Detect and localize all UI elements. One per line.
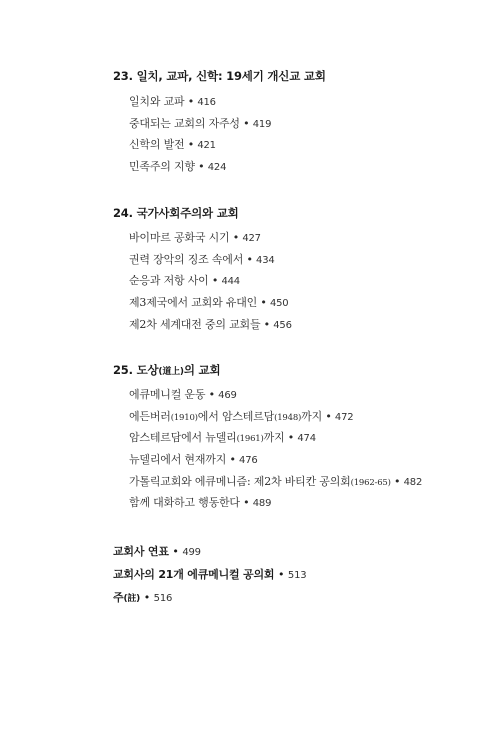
toc-entry[interactable]	[129, 384, 422, 406]
entry-title: 신학의 발전	[129, 138, 185, 152]
separator-dot: •	[187, 95, 195, 108]
page-number: 456	[273, 319, 292, 331]
toc-entry[interactable]	[129, 406, 422, 428]
separator-dot: •	[172, 545, 179, 558]
page-number: 421	[197, 140, 216, 152]
separator-dot: •	[243, 116, 250, 130]
toc-entry[interactable]	[129, 427, 422, 449]
toc-entry[interactable]	[129, 449, 422, 471]
back-matter-title: 주	[113, 591, 124, 604]
entry-title: 에든버러	[129, 409, 171, 423]
separator-dot: •	[325, 409, 332, 423]
back-matter-title: 교회사 연표	[113, 545, 169, 558]
page-number: 499	[182, 547, 201, 558]
entry-year: (1910)	[170, 412, 198, 423]
entry-title: 함께 대화하고 행동한다	[129, 496, 240, 510]
chapter-title: 23. 일치, 교파, 신학: 19세기 개신교 교회	[113, 69, 326, 83]
page-number: 444	[221, 276, 240, 288]
chapter-title-hanja: (道上)	[158, 367, 184, 377]
toc-entry[interactable]	[129, 270, 292, 292]
page-number: 482	[403, 476, 423, 488]
entry-title: 바이마르 공화국 시기	[129, 231, 230, 244]
toc-entry[interactable]	[129, 91, 271, 113]
entry-title: 제3제국에서 교회와 유대인	[129, 296, 258, 310]
separator-dot: •	[277, 568, 285, 581]
toc-entry[interactable]	[129, 492, 422, 514]
page-number: 476	[239, 455, 258, 467]
back-matter-item[interactable]	[113, 589, 172, 605]
separator-dot: •	[243, 496, 250, 510]
back-matter-title: 교회사의 21개 에큐메니컬 공의회	[113, 568, 275, 581]
entry-title: 가톨릭교회와 에큐메니즘: 제2차 바티칸 공의회	[129, 474, 351, 488]
entry-title: 암스테르담에서 뉴델리	[129, 431, 237, 445]
page-number: 434	[256, 254, 275, 266]
separator-dot: •	[394, 474, 401, 488]
entry-title: 제2차 세계대전 중의 교회들	[129, 317, 261, 331]
entry-title-continued: 까지	[301, 409, 323, 423]
toc-entry[interactable]	[129, 249, 292, 271]
separator-dot: •	[260, 296, 267, 310]
back-matter-item[interactable]	[113, 543, 201, 559]
entry-title: 일치와 교파	[129, 95, 185, 108]
chapter-title	[113, 362, 220, 378]
chapter-title-tail: 의 교회	[183, 363, 221, 377]
entry-year: (1961)	[236, 434, 264, 445]
separator-dot: •	[246, 252, 253, 266]
page-number: 516	[153, 593, 173, 604]
back-matter-hanja: (註)	[123, 594, 141, 604]
entry-year: (1962-65)	[350, 477, 391, 488]
separator-dot: •	[211, 274, 219, 288]
separator-dot: •	[143, 591, 151, 604]
page-number: 416	[197, 97, 216, 108]
separator-dot: •	[187, 138, 195, 152]
page-number: 474	[297, 433, 316, 445]
toc-entry[interactable]	[129, 227, 292, 249]
page-number: 419	[252, 118, 272, 130]
separator-dot: •	[232, 231, 240, 244]
separator-dot: •	[198, 160, 205, 174]
entry-year: (1948)	[274, 412, 302, 423]
entry-title: 중대되는 교회의 자주성	[129, 116, 240, 130]
toc-entry[interactable]	[129, 292, 292, 314]
page-number: 472	[334, 411, 354, 423]
page-number: 513	[287, 570, 307, 581]
chapter-entries	[129, 91, 271, 178]
chapter-title-main: 25. 도상	[113, 363, 159, 377]
separator-dot: •	[229, 453, 236, 467]
entry-title: 에큐메니컬 운동	[129, 388, 206, 401]
separator-dot: •	[287, 431, 295, 445]
entry-title-continued: 에서 암스테르담	[197, 409, 275, 423]
toc-entry[interactable]	[129, 471, 422, 493]
back-matter-item[interactable]	[113, 566, 306, 582]
chapter-entries	[129, 384, 422, 514]
page-number: 450	[269, 298, 289, 310]
entry-title: 민족주의 지향	[129, 160, 195, 174]
page-number: 427	[242, 233, 261, 244]
page-number: 424	[207, 162, 227, 174]
entry-title: 권력 장악의 징조 속에서	[129, 252, 244, 266]
chapter-title: 24. 국가사회주의와 교회	[113, 206, 239, 220]
entry-title: 뉴델리에서 현재까지	[129, 453, 227, 467]
toc-entry[interactable]	[129, 156, 271, 178]
toc-entry[interactable]	[129, 134, 271, 156]
chapter-entries	[129, 227, 292, 335]
separator-dot: •	[263, 317, 270, 331]
separator-dot: •	[208, 388, 215, 401]
entry-title: 순응과 저항 사이	[129, 274, 209, 288]
toc-entry[interactable]	[129, 113, 271, 135]
page-number: 489	[252, 498, 272, 510]
toc-entry[interactable]	[129, 314, 292, 336]
page-number: 469	[218, 390, 237, 401]
entry-title-continued: 까지	[263, 431, 285, 445]
